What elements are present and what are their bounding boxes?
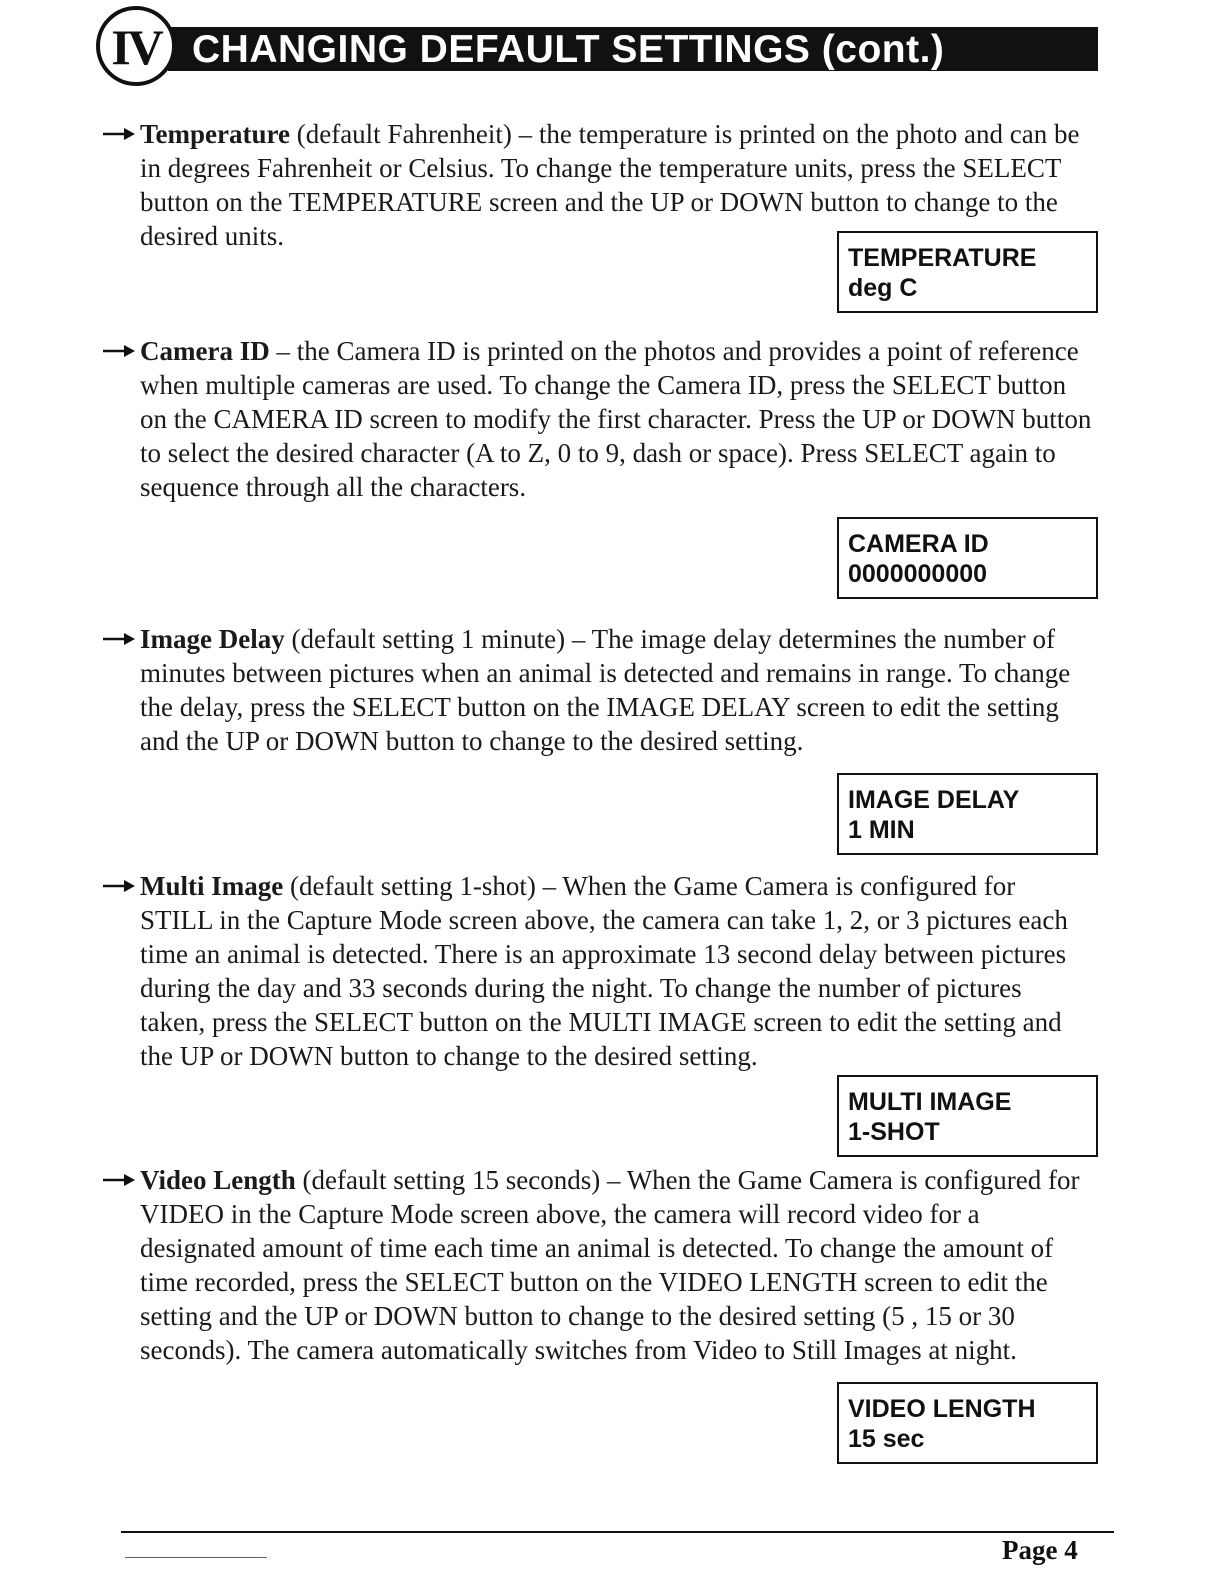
lcd-line-1: IMAGE DELAY: [848, 786, 1020, 814]
setting-text: (default Fahrenheit) – the temperature is printed on the photo and can be in degrees Fahrenheit or Celsius. To change the temperature units, press the SELECT button on the TEMPERATURE screen and the UP or DOWN button to change to the desired units.: [140, 119, 1080, 251]
lcd-line-2: 1 MIN: [848, 816, 915, 844]
arrow-right-icon: [102, 117, 136, 151]
lcd-line-1: CAMERA ID: [848, 530, 989, 558]
arrow-right-icon: [102, 334, 136, 368]
setting-section-image-delay: [102, 622, 1092, 758]
setting-text: (default setting 15 seconds) – When the Game Camera is configured for VIDEO in the Capture Mode screen above, the camera will record video for a designated amount of time each time an animal is detected. To change the amount of time recorded, press the SELECT button on the VIDEO LENGTH screen to edit the setting and the UP or DOWN button to change to the desired setting (5 , 15 or 30 seconds). The camera automatically switches from Video to Still Images at night.: [140, 1165, 1080, 1365]
footer-link-underline: [125, 1557, 267, 1558]
setting-term: Multi Image: [140, 871, 284, 901]
lcd-line-2: 1-SHOT: [848, 1118, 940, 1146]
arrow-right-icon: [102, 622, 136, 656]
lcd-screen-temperature: [837, 231, 1098, 313]
lcd-line-2: 15 sec: [848, 1425, 925, 1453]
lcd-line-1: TEMPERATURE: [848, 244, 1037, 272]
lcd-line-1: MULTI IMAGE: [848, 1088, 1012, 1116]
lcd-screen-video-length: [837, 1382, 1098, 1464]
setting-text: (default setting 1 minute) – The image delay determines the number of minutes between pictures when an animal is detected and remains in range. To change the delay, press the SELECT button on the IMAGE DELAY screen to edit the setting and the UP or DOWN button to change to the desired setting.: [140, 624, 1071, 756]
setting-section-multi-image: [102, 869, 1092, 1073]
setting-term: Video Length: [140, 1165, 296, 1195]
setting-description: [140, 622, 1092, 758]
setting-description: [140, 334, 1092, 504]
setting-term: Temperature: [140, 119, 290, 149]
setting-description: [140, 1163, 1092, 1367]
setting-section-camera-id: [102, 334, 1092, 504]
page-title: CHANGING DEFAULT SETTINGS (cont.): [192, 28, 945, 71]
lcd-screen-multi-image: [837, 1075, 1098, 1157]
lcd-line-2: deg C: [848, 274, 918, 302]
page-number: Page 4: [1002, 1535, 1078, 1565]
setting-text: (default setting 1-shot) – When the Game Camera is configured for STILL in the Capture Mode screen above, the camera can take 1, 2, or 3 pictures each time an animal is detected. There is an approximate 13 second delay between pictures during the day and 33 seconds during the night. To change the number of pictures taken, press the SELECT button on the MULTI IMAGE screen to edit the setting and the UP or DOWN button to change to the desired setting.: [140, 871, 1068, 1071]
lcd-line-2: 0000000000: [848, 560, 988, 588]
setting-term: Image Delay: [140, 624, 285, 654]
setting-term: Camera ID: [140, 336, 270, 366]
setting-description: [140, 869, 1092, 1073]
setting-section-video-length: [102, 1163, 1092, 1367]
lcd-line-1: VIDEO LENGTH: [848, 1395, 1036, 1423]
arrow-right-icon: [102, 869, 136, 903]
setting-text: – the Camera ID is printed on the photos and provides a point of reference when multiple cameras are used. To change the Camera ID, press the SELECT button on the CAMERA ID screen to modify the first character. Press the UP or DOWN button to select the desired character (A to Z, 0 to 9, dash or space). Press SELECT again to sequence through all the characters.: [140, 336, 1092, 502]
footer-divider: [121, 1531, 1114, 1533]
lcd-screen-image-delay: [837, 773, 1098, 855]
section-numeral-badge: [96, 6, 176, 86]
arrow-right-icon: [102, 1163, 136, 1197]
lcd-screen-camera-id: [837, 517, 1098, 599]
section-numeral: IV: [111, 19, 161, 75]
